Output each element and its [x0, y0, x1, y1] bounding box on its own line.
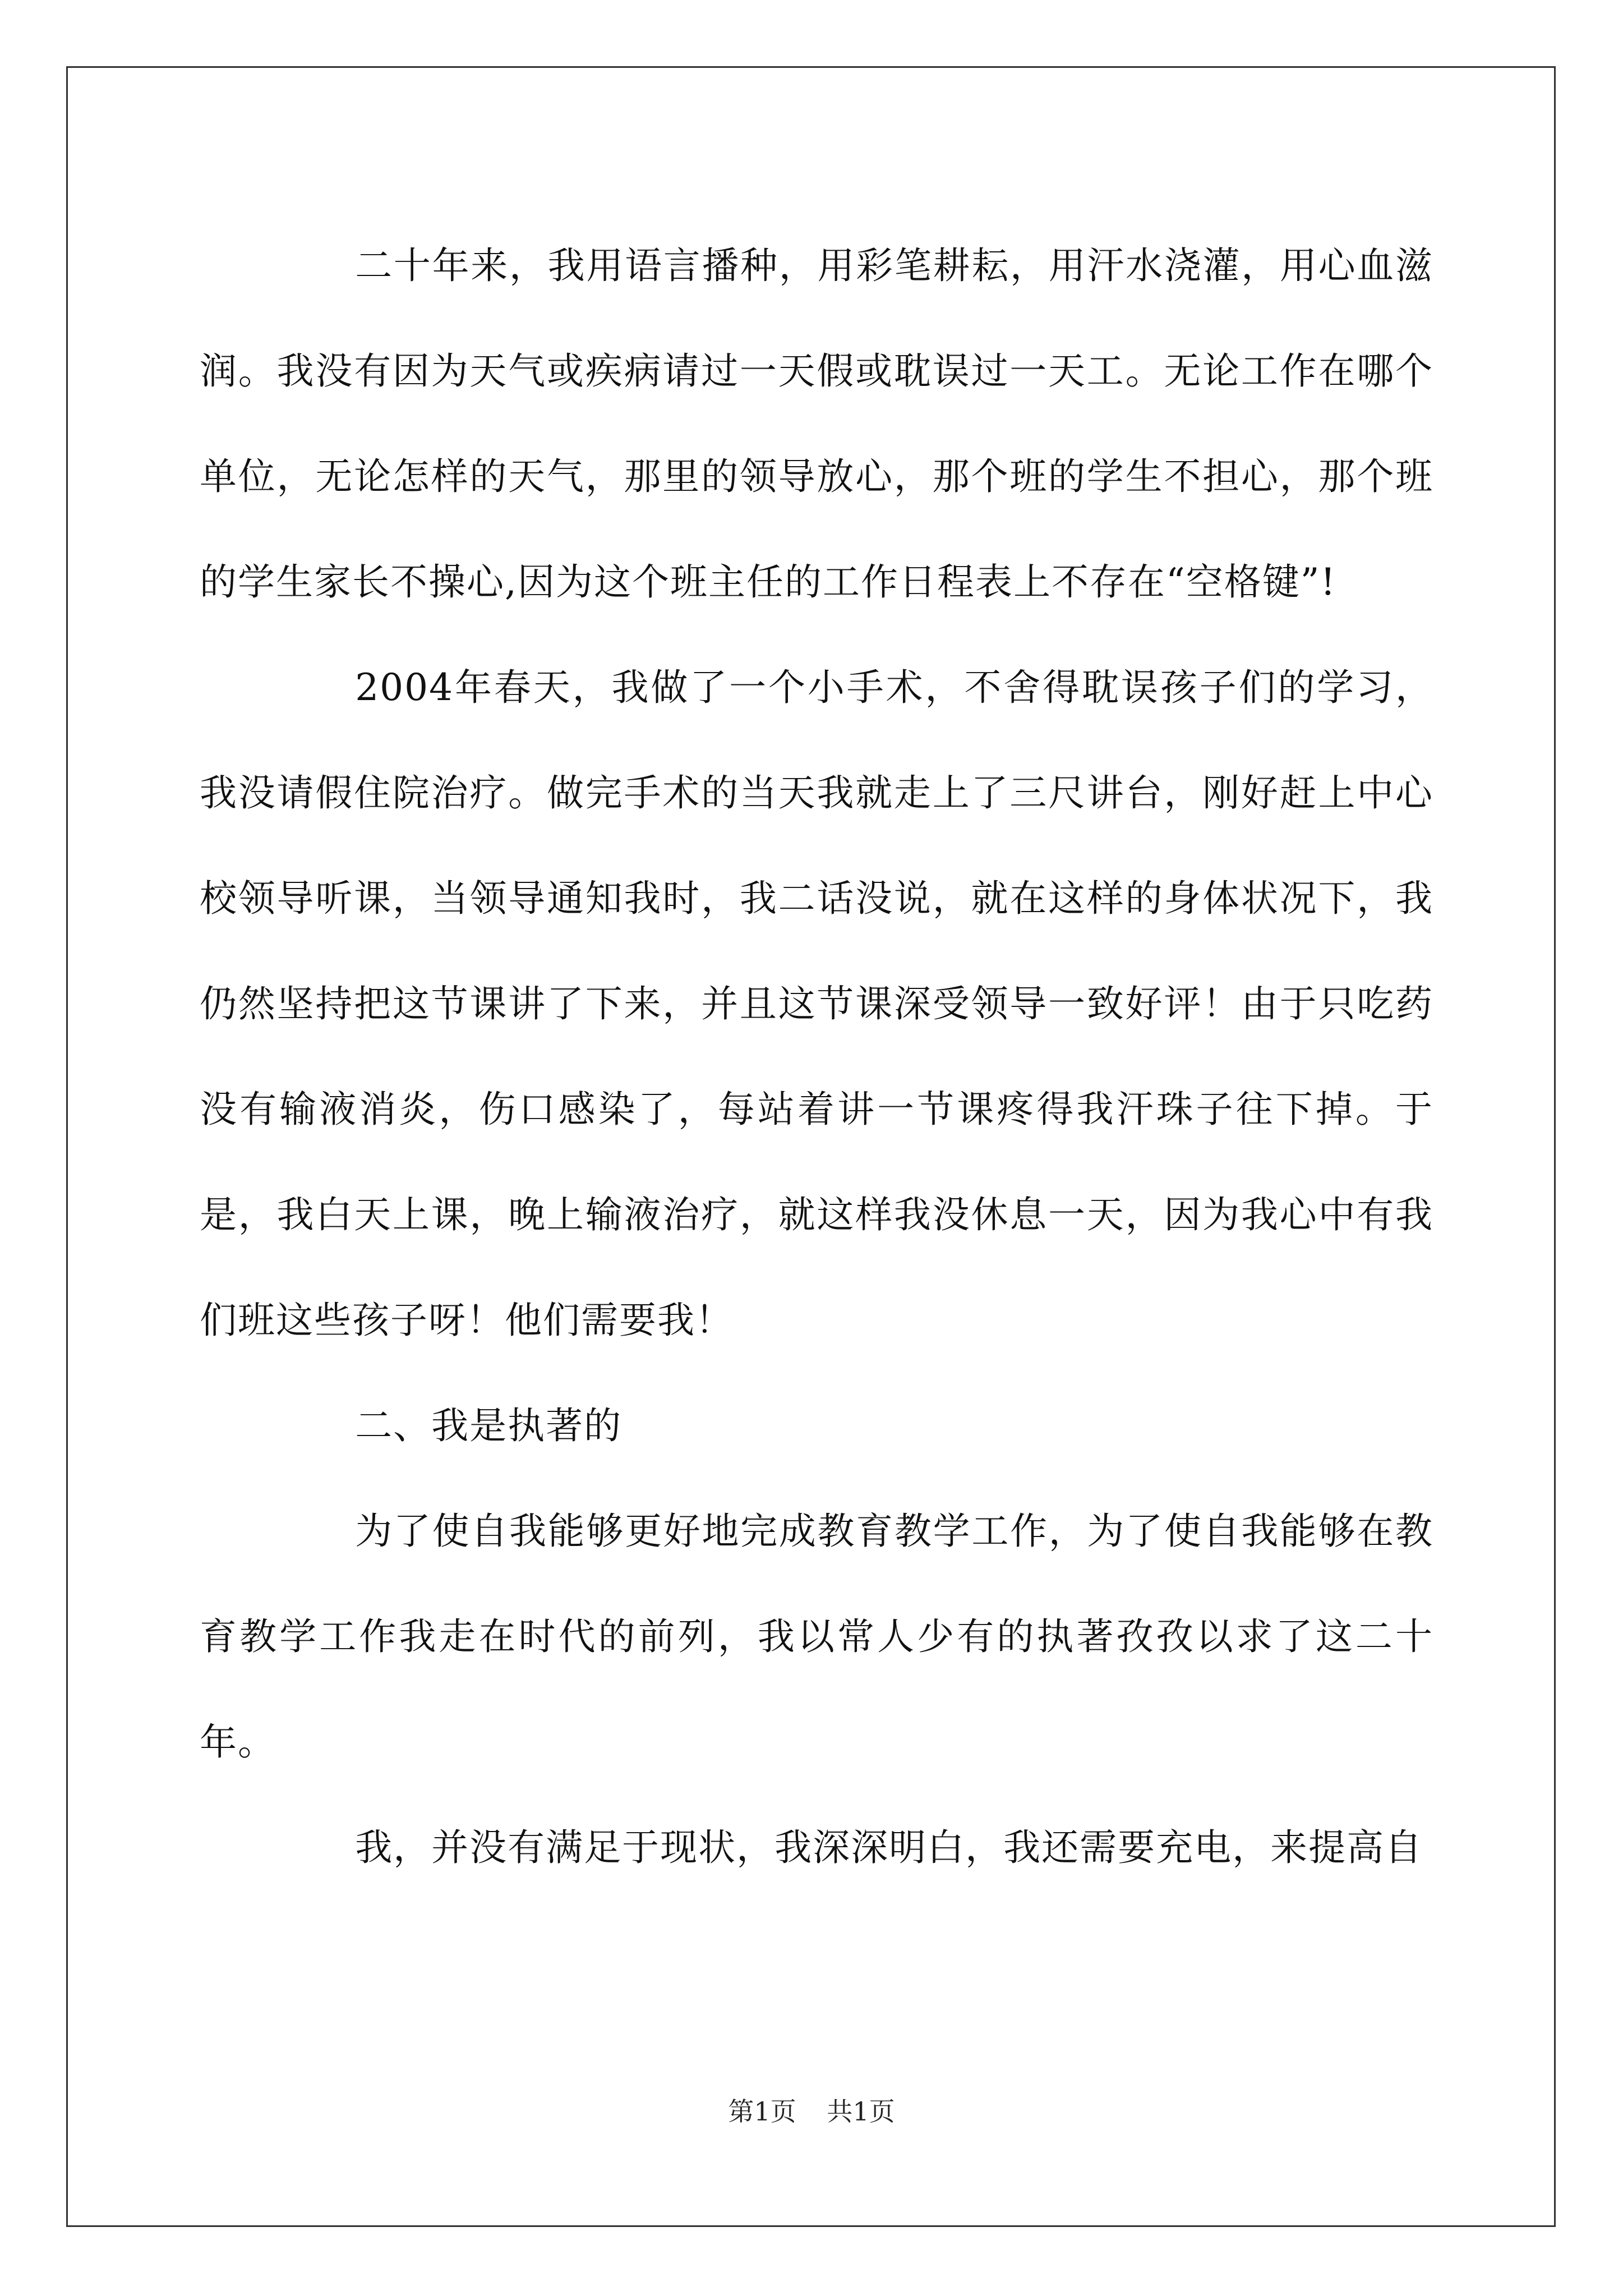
page-number-total: 共1页: [827, 2096, 895, 2127]
paragraph-surgery-2004: 2004年春天，我做了一个小手术，不舍得耽误孩子们的学习，我没请假住院治疗。做完手术的当天我就走上了三尺讲台，刚好赶上中心校领导听课，当领导通知我时，我二话没说，就在这样的身体状况下，我仍然坚持把这节课讲了下来，并且这节课深受领导一致好评！由于只吃药没有输液消炎，伤口感染了，每站着讲一节课疼得我汗珠子往下掉。于是，我白天上课，晚上输液治疗，就这样我没休息一天，因为我心中有我们班这些孩子呀！他们需要我！: [200, 666, 1433, 1342]
paragraph-self-improvement: 我，并没有满足于现状，我深深明白，我还需要充电，来提高自: [355, 1826, 1423, 1869]
page-number-current: 第1页: [728, 2096, 796, 2127]
paragraph-persistence: 为了使自我能够更好地完成教育教学工作，为了使自我能够在教育教学工作我走在时代的前列，我以常人少有的执著孜孜以求了这二十年。: [200, 1510, 1433, 1764]
section-heading-persistence: 二、我是执著的: [355, 1404, 623, 1447]
page-footer: [0, 2095, 1623, 2128]
document-body: [200, 213, 1433, 1901]
paragraph-dedication: 二十年来，我用语言播种，用彩笔耕耘，用汗水浇灌，用心血滋润。我没有因为天气或疾病请过一天假或耽误过一天工。无论工作在哪个单位，无论怎样的天气，那里的领导放心，那个班的学生不担心，那个班的学生家长不操心,因为这个班主任的工作日程表上不存在“空格键”!: [200, 244, 1433, 604]
